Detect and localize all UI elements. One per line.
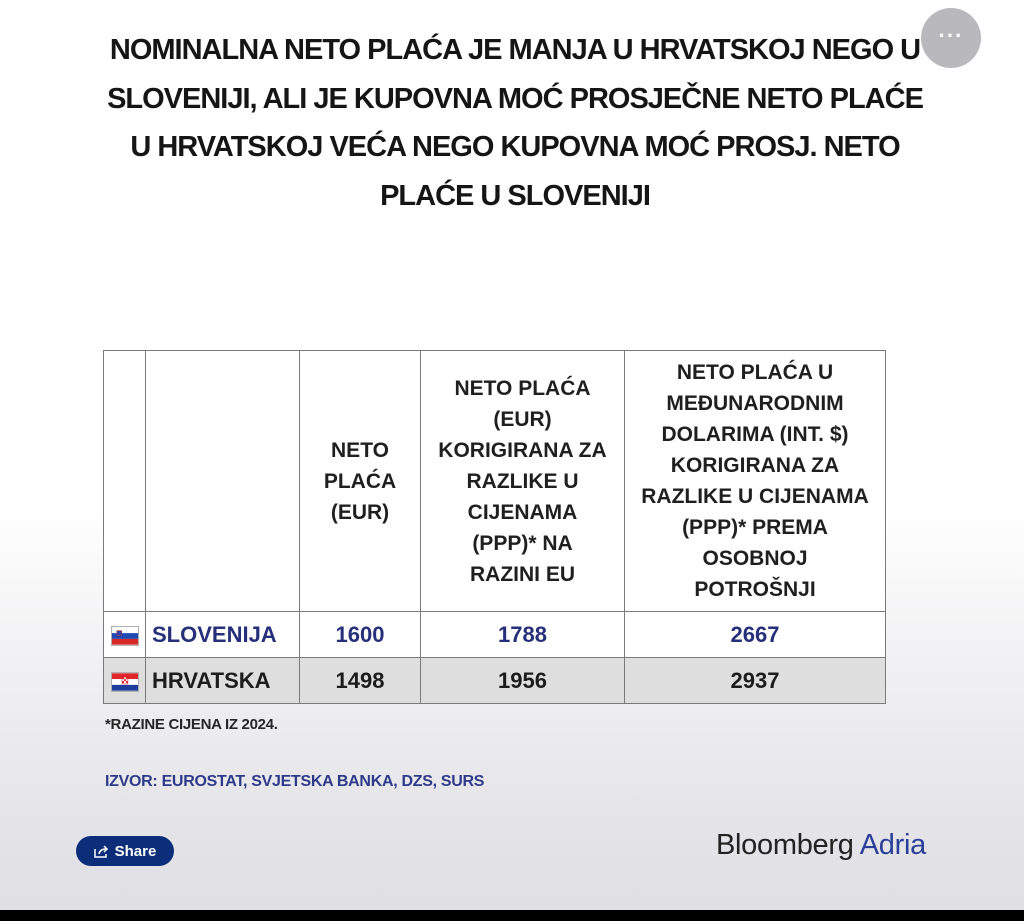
country-name: HRVATSKA [146, 658, 300, 704]
country-name: SLOVENIJA [146, 612, 300, 658]
header-blank-country [146, 351, 300, 612]
header-ppp-int-text: NETO PLAĆA U MEĐUNARODNIM DOLARIMA (INT. $) KORIGIRANA ZA RAZLIKE U CIJENAMA (PPP)* PREMA OSOBNOJ POTROŠNJI [641, 361, 869, 601]
brand-logo-part2: Adria [859, 829, 926, 861]
table-row [104, 658, 886, 704]
brand-logo-part1: Bloomberg [716, 829, 854, 861]
header-ppp-eu [421, 351, 625, 612]
share-button[interactable] [76, 836, 174, 866]
more-options-icon: ··· [938, 23, 964, 48]
ppp-int-value: 2667 [625, 612, 886, 658]
header-blank-flag [104, 351, 146, 612]
header-net-salary-text: NETO PLAĆA (EUR) [323, 438, 397, 524]
header-net-salary [300, 351, 421, 612]
share-icon [94, 845, 109, 858]
ppp-int-value: 2937 [625, 658, 886, 704]
net-salary-value: 1498 [300, 658, 421, 704]
share-button-label: Share [114, 842, 157, 860]
header-ppp-eu-text: NETO PLAĆA (EUR) KORIGIRANA ZA RAZLIKE U CIJENAMA (PPP)* NA RAZINI EU [438, 376, 607, 586]
more-options-button[interactable] [921, 8, 981, 68]
flag-cell [104, 658, 146, 704]
salary-comparison-table [103, 350, 886, 704]
croatia-flag-icon [111, 672, 139, 692]
ppp-eu-value: 1956 [421, 658, 625, 704]
net-salary-value: 1600 [300, 612, 421, 658]
ppp-eu-value: 1788 [421, 612, 625, 658]
table-header-row [104, 351, 886, 612]
table-row [104, 612, 886, 658]
flag-cell [104, 612, 146, 658]
footnote: *RAZINE CIJENA IZ 2024. [105, 716, 278, 733]
page-title: NOMINALNA NETO PLAĆA JE MANJA U HRVATSKOJ NEGO U SLOVENIJI, ALI JE KUPOVNA MOĆ PROSJEČNE NETO PLAĆE U HRVATSKOJ VEĆA NEGO KUPOVNA MOĆ PROSJ. NETO PLAĆE U SLOVENIJI [107, 34, 923, 212]
bottom-bar [0, 910, 1024, 921]
header-ppp-int [625, 351, 886, 612]
source-note: IZVOR: EUROSTAT, SVJETSKA BANKA, DZS, SURS [105, 773, 485, 790]
slovenia-flag-icon [111, 626, 139, 646]
brand-logo [716, 829, 926, 862]
